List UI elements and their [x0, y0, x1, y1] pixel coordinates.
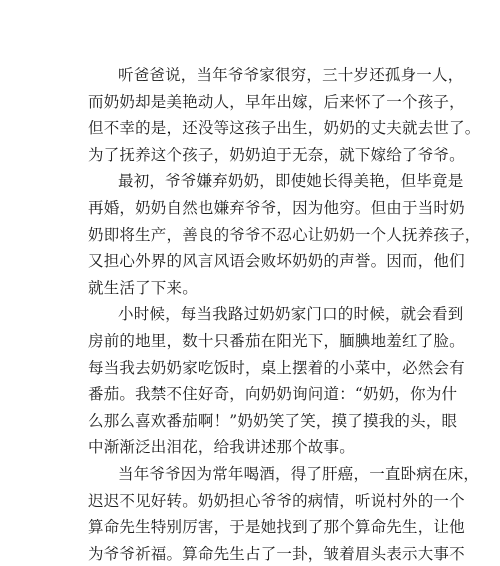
text-line: 中渐渐泛出泪花，给我讲述那个故事。 — [88, 438, 355, 457]
text-line: 最初，爷爷嫌弃奶奶，即使她长得美艳，但毕竟是 — [118, 172, 464, 191]
paragraph-4 — [88, 461, 480, 566]
text-line: 而奶奶却是美艳动人，早年出嫁，后来怀了一个孩子， — [88, 92, 465, 111]
text-line: 番茄。我禁不住好奇，向奶奶询问道：“奶奶，你为什 — [88, 385, 458, 404]
text-line: 但不幸的是，还没等这孩子出生，奶奶的丈夫就去世了。 — [88, 119, 481, 138]
paragraph-1 — [88, 62, 481, 168]
text-line: 奶即将生产，善良的爷爷不忍心让奶奶一个人抚养孩子， — [88, 225, 481, 244]
text-line: 又担心外界的风言风语会败坏奶奶的声誉。因而，他们 — [88, 252, 465, 271]
text-line: 为爷爷祈福。算命先生占了一卦，皱着眉头表示大事不 — [88, 544, 465, 563]
article-body — [88, 62, 481, 566]
text-line: 为了抚养这个孩子，奶奶迫于无奈，就下嫁给了爷爷。 — [88, 145, 465, 164]
text-line: 就生活了下来。 — [88, 278, 198, 297]
text-line: 每当我去奶奶家吃饭时，桌上摆着的小菜中，必然会有 — [88, 358, 465, 377]
text-line: 算命先生特别厉害，于是她找到了那个算命先生，让他 — [88, 518, 465, 537]
paragraph-2 — [88, 168, 481, 301]
text-line: 小时候，每当我路过奶奶家门口的时候，就会看到 — [118, 305, 464, 324]
text-line: 么那么喜欢番茄啊！”奶奶笑了笑，摸了摸我的头，眼 — [88, 411, 458, 430]
paragraph-3 — [88, 301, 465, 461]
text-line: 房前的地里，数十只番茄在阳光下，腼腆地羞红了脸。 — [88, 331, 465, 350]
text-line: 当年爷爷因为常年喝酒，得了肝癌，一直卧病在床， — [118, 464, 480, 483]
text-line: 听爸爸说，当年爷爷家很穷，三十岁还孤身一人， — [118, 66, 464, 84]
text-line: 再婚，奶奶自然也嫌弃爷爷，因为他穷。但由于当时奶 — [88, 198, 465, 217]
text-line: 迟迟不见好转。奶奶担心爷爷的病情，听说村外的一个 — [88, 491, 465, 510]
